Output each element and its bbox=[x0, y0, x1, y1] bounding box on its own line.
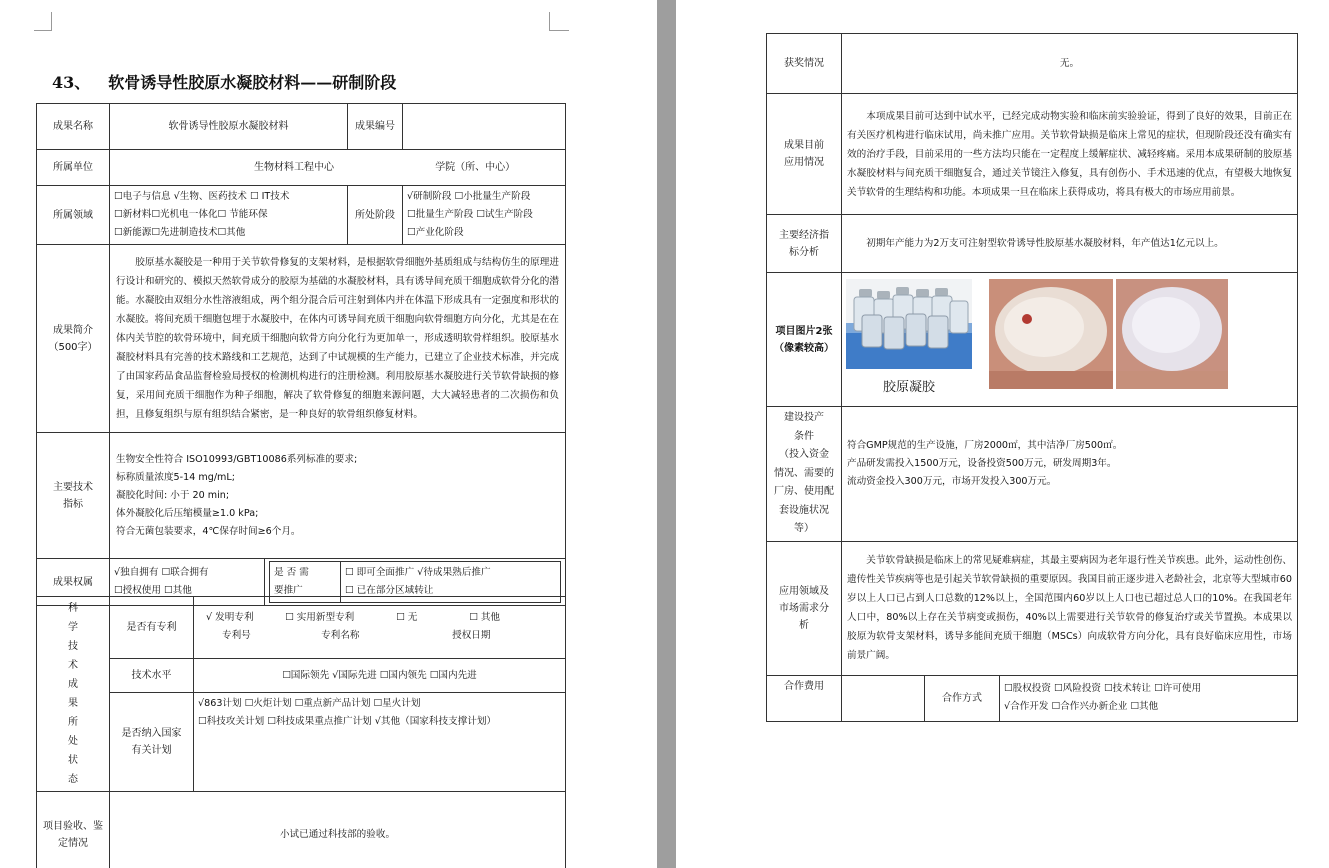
coop-fee-value bbox=[842, 675, 925, 721]
ownership-option-line[interactable]: ☐授权使用 ☐其他 bbox=[114, 585, 192, 596]
label-name: 成果名称 bbox=[37, 104, 110, 150]
label-application-line: 应用情况 bbox=[784, 157, 824, 168]
photos-cell bbox=[842, 273, 1298, 407]
label-summary-line: 成果简介 bbox=[53, 324, 93, 336]
promotion-option-line[interactable]: ☐ 已在部分区域转让 bbox=[345, 585, 434, 596]
national-plan-options bbox=[194, 693, 566, 792]
label-market-line: 应用领域及 bbox=[779, 585, 829, 597]
label-market-line: 析 bbox=[799, 619, 809, 631]
label-stage: 所处阶段 bbox=[348, 186, 403, 245]
label-coop-fee: 合作费用 bbox=[767, 675, 842, 721]
label-acceptance-line: 定情况 bbox=[58, 837, 88, 849]
label-tech-index-line: 指标 bbox=[63, 498, 83, 510]
crop-mark bbox=[549, 12, 550, 31]
label-promotion-line: 是 否 需 bbox=[274, 567, 309, 578]
label-market bbox=[767, 541, 842, 675]
label-plan-line: 是否纳入国家 bbox=[121, 728, 182, 740]
stage-option-line[interactable]: ☐批量生产阶段 ☐试生产阶段 bbox=[407, 209, 533, 220]
tech-index-item: 生物安全性符合 ISO10993/GBT10086系列标准的要求; bbox=[116, 453, 358, 465]
patent-head-date: 授权日期 bbox=[452, 630, 491, 642]
label-acceptance-line: 项目验收、鉴 bbox=[43, 820, 103, 832]
unit-suffix: 学院（所、中心） bbox=[435, 161, 516, 173]
acceptance-value: 小试已通过科技部的验收。 bbox=[110, 792, 566, 868]
label-investment bbox=[767, 407, 842, 542]
plan-option-line[interactable]: ☐科技攻关计划 ☐科技成果重点推广计划 √其他（国家科技支撑计划） bbox=[198, 716, 497, 728]
patent-option-invention[interactable]: √ 发明专利 bbox=[206, 612, 254, 624]
document-page-right bbox=[676, 0, 1329, 868]
patent-head-title: 专利名称 bbox=[321, 630, 360, 642]
cartilage-repair-image bbox=[1116, 279, 1228, 389]
coop-mode-options bbox=[1000, 675, 1298, 721]
label-investment-line: 厂房、使用配 bbox=[774, 486, 834, 497]
label-economic bbox=[767, 215, 842, 273]
patent-headers bbox=[198, 627, 561, 645]
status-char: 技 bbox=[68, 641, 78, 652]
vials-image bbox=[846, 279, 972, 369]
status-char: 术 bbox=[68, 660, 78, 671]
cartilage-repair-photo bbox=[1116, 279, 1228, 389]
label-economic-line: 标分析 bbox=[789, 246, 819, 258]
status-char: 成 bbox=[68, 679, 78, 690]
promotion-option-line[interactable]: ☐ 即可全面推广 √待成果熟后推广 bbox=[345, 567, 491, 578]
status-char: 果 bbox=[68, 698, 78, 709]
achievement-form-part1 bbox=[36, 103, 566, 606]
unit-name: 生物材料工程中心 bbox=[254, 161, 334, 173]
label-investment-line: 建设投产 bbox=[784, 412, 824, 423]
label-investment-line: 等） bbox=[794, 523, 814, 534]
patent-option-none[interactable]: ☐ 无 bbox=[396, 612, 418, 624]
label-field: 所属领域 bbox=[37, 186, 110, 245]
label-national-plan bbox=[110, 693, 194, 792]
status-char: 科 bbox=[68, 603, 78, 614]
field-option-line[interactable]: ☐新材料☐光机电一体化☐ 节能环保 bbox=[114, 209, 268, 220]
achievement-form-part3 bbox=[766, 33, 1298, 722]
value-number bbox=[403, 104, 566, 150]
value-name: 软骨诱导性胶原水凝胶材料 bbox=[110, 104, 348, 150]
investment-item: 符合GMP规范的生产设施，厂房2000㎡，其中洁净厂房500㎡。 bbox=[847, 439, 1123, 451]
application-text: 本项成果目前可达到中试水平，已经完成动物实验和临床前实验验证，得到了良好的效果，目前正在有关医疗机构进行临床试用，尚未推广应用。关节软骨缺损是临床上常见的症状，但现阶段还没有确实有效的治疗手段，目前采用的一些方法均只能在一定程度上缓解症状、减轻疼痛。采用本成果研制的胶原基水凝胶材料与间充质干细胞复合，通过关节镜注入修复，具有创伤小、手术迅速的优点，有望极大地恢复关节软骨的生理结构和功能。本项成果一旦在临床上获得成功，将具有极大的市场应用前景。 bbox=[842, 94, 1298, 215]
label-economic-line: 主要经济指 bbox=[779, 229, 829, 241]
field-option-line[interactable]: ☐新能源☐先进制造技术☐其他 bbox=[114, 227, 246, 238]
label-tech-level: 技术水平 bbox=[110, 658, 194, 693]
status-char: 处 bbox=[68, 736, 78, 747]
label-investment-line: 情况、需要的 bbox=[774, 467, 834, 479]
achievement-form-part2 bbox=[36, 596, 566, 868]
title-number: 43、 bbox=[52, 73, 91, 92]
tech-index-list bbox=[110, 433, 566, 559]
plan-option-line[interactable]: √863计划 ☐火炬计划 ☐重点新产品计划 ☐星火计划 bbox=[198, 698, 421, 710]
label-status bbox=[37, 597, 110, 792]
label-acceptance bbox=[37, 792, 110, 868]
market-text: 关节软骨缺损是临床上的常见疑难病症，其最主要病因为老年退行性关节疾患。此外，运动性创伤、遗传性关节疾病等也是引起关节软骨缺损的重要原因。我国目前正逐步进入老龄社会，北京等大型城市60岁以上人口已占到人口总数的12%以上，全国范围内60岁以上人口也已超过总人口的10%。在我国老年人口中，80%以上存在关节病变或损伤，40%以上需要进行关节软骨的修复治疗或关节置换。本成果以胶原为软骨支架材料，诱导多能间充质干细胞（MSCs）向成软骨方向分化，具有良好临床应用性，市场前景广阔。 bbox=[842, 541, 1298, 675]
patent-option-other[interactable]: ☐ 其他 bbox=[469, 612, 501, 624]
label-investment-line: 套设施状况 bbox=[779, 504, 829, 516]
label-tech-index bbox=[37, 433, 110, 559]
label-number: 成果编号 bbox=[348, 104, 403, 150]
label-market-line: 市场需求分 bbox=[779, 602, 829, 614]
document-page-left bbox=[0, 0, 657, 868]
status-char: 所 bbox=[68, 717, 78, 728]
tech-index-item: 标称质量浓度5-14 mg/mL; bbox=[116, 471, 235, 483]
investment-list bbox=[842, 407, 1298, 542]
label-application-line: 成果目前 bbox=[784, 140, 824, 151]
label-summary-line: （500字） bbox=[48, 341, 98, 353]
collagen-gel-vials-photo bbox=[846, 279, 972, 397]
stage-option-line[interactable]: √研制阶段 ☐小批量生产阶段 bbox=[407, 191, 531, 202]
status-char: 学 bbox=[68, 622, 78, 633]
summary-text: 胶原基水凝胶是一种用于关节软骨修复的支架材料，是根据软骨细胞外基质组成与结构仿生的原理进行设计和研究的、模拟天然软骨成分的胶原为基础的水凝胶材料，具有诱导间充质干细胞成软骨分化的潜能。水凝胶由双组分水性溶液组成，两个组分混合后可注射到体内并在体温下形成具有一定强度和形状的水凝胶。将间充质干细胞包埋于水凝胶中，在体内可诱导间充质干细胞向软骨细胞方向分化，尤其是在在体内关节腔的软骨环境中，间充质干细胞向软骨方向分化行为更加单一，形成透明软骨样组织。胶原基水凝胶材料具有完善的技术路线和工艺规范，达到了中试规模的生产能力，已建立了企业技术标准，并完成了由国家药品食品监督检验局授权的检测机构进行的注册检测。利用胶原基水凝胶进行关节软骨缺损的修复，采用间充质干细胞作为种子细胞，解决了软骨修复的细胞来源问题，大大减轻患者的二次损伤和负担，且修复组织与原有组织结合紧密，是一种良好的软骨组织修复材料。 bbox=[110, 245, 566, 433]
award-value: 无。 bbox=[842, 34, 1298, 94]
patent-option-utility[interactable]: ☐ 实用新型专利 bbox=[285, 612, 355, 624]
investment-item: 产品研发需投入1500万元，设备投资500万元，研发周期3年。 bbox=[847, 457, 1117, 469]
photo-caption: 胶原凝胶 bbox=[882, 380, 935, 395]
tech-index-item: 体外凝胶化后压缩模量≥1.0 kPa; bbox=[116, 507, 259, 519]
crop-mark bbox=[549, 30, 569, 31]
tech-level-options[interactable]: ☐国际领先 √国际先进 ☐国内领先 ☐国内先进 bbox=[194, 658, 566, 693]
label-ownership: 成果权属 bbox=[37, 559, 110, 606]
title-text: 软骨诱导性胶原水凝胶材料——研制阶段 bbox=[108, 73, 397, 92]
label-tech-index-line: 主要技术 bbox=[53, 481, 93, 493]
economic-text: 初期年产能力为2万支可注射型软骨诱导性胶原基水凝胶材料，年产值达1亿元以上。 bbox=[842, 215, 1298, 273]
crop-mark bbox=[51, 12, 52, 31]
patent-head-number: 专利号 bbox=[222, 630, 251, 642]
coop-option-line[interactable]: √合作开发 ☐合作兴办新企业 ☐其他 bbox=[1004, 701, 1159, 712]
label-patent: 是否有专利 bbox=[110, 597, 194, 659]
page-title bbox=[52, 70, 396, 93]
crop-mark bbox=[34, 30, 52, 31]
investment-item: 流动资金投入300万元，市场开发投入300万元。 bbox=[847, 475, 1057, 487]
label-investment-line: （投入资金 bbox=[779, 449, 829, 460]
label-plan-line: 有关计划 bbox=[131, 745, 172, 757]
page-gutter bbox=[657, 0, 676, 868]
ownership-option-line[interactable]: √独自拥有 ☐联合拥有 bbox=[114, 567, 209, 578]
cartilage-defect-photo bbox=[989, 279, 1113, 389]
label-summary bbox=[37, 245, 110, 433]
tech-index-item: 符合无菌包装要求，4℃保存时间≥6个月。 bbox=[116, 525, 301, 537]
field-options bbox=[110, 186, 348, 245]
patent-cell bbox=[194, 597, 566, 659]
status-char: 态 bbox=[68, 774, 78, 785]
coop-option-line[interactable]: ☐股权投资 ☐风险投资 ☐技术转让 ☐许可使用 bbox=[1004, 683, 1202, 694]
cartilage-defect-image bbox=[989, 279, 1113, 389]
status-char: 状 bbox=[68, 755, 78, 766]
label-investment-line: 条件 bbox=[794, 430, 814, 442]
patent-options bbox=[198, 609, 561, 627]
stage-options bbox=[403, 186, 566, 245]
field-option-line[interactable]: ☐电子与信息 √生物、医药技术 ☐ IT技术 bbox=[114, 191, 290, 202]
label-application bbox=[767, 94, 842, 215]
stage-option-line[interactable]: ☐产业化阶段 bbox=[407, 227, 464, 238]
label-unit: 所属单位 bbox=[37, 150, 110, 186]
label-promotion-line: 要推广 bbox=[274, 585, 303, 596]
label-photos: 项目图片2张（像素较高） bbox=[767, 273, 842, 407]
tech-index-item: 凝胶化时间: 小于 20 min; bbox=[116, 489, 230, 501]
value-unit bbox=[110, 150, 566, 186]
label-coop-mode: 合作方式 bbox=[925, 675, 1000, 721]
label-award: 获奖情况 bbox=[767, 34, 842, 94]
